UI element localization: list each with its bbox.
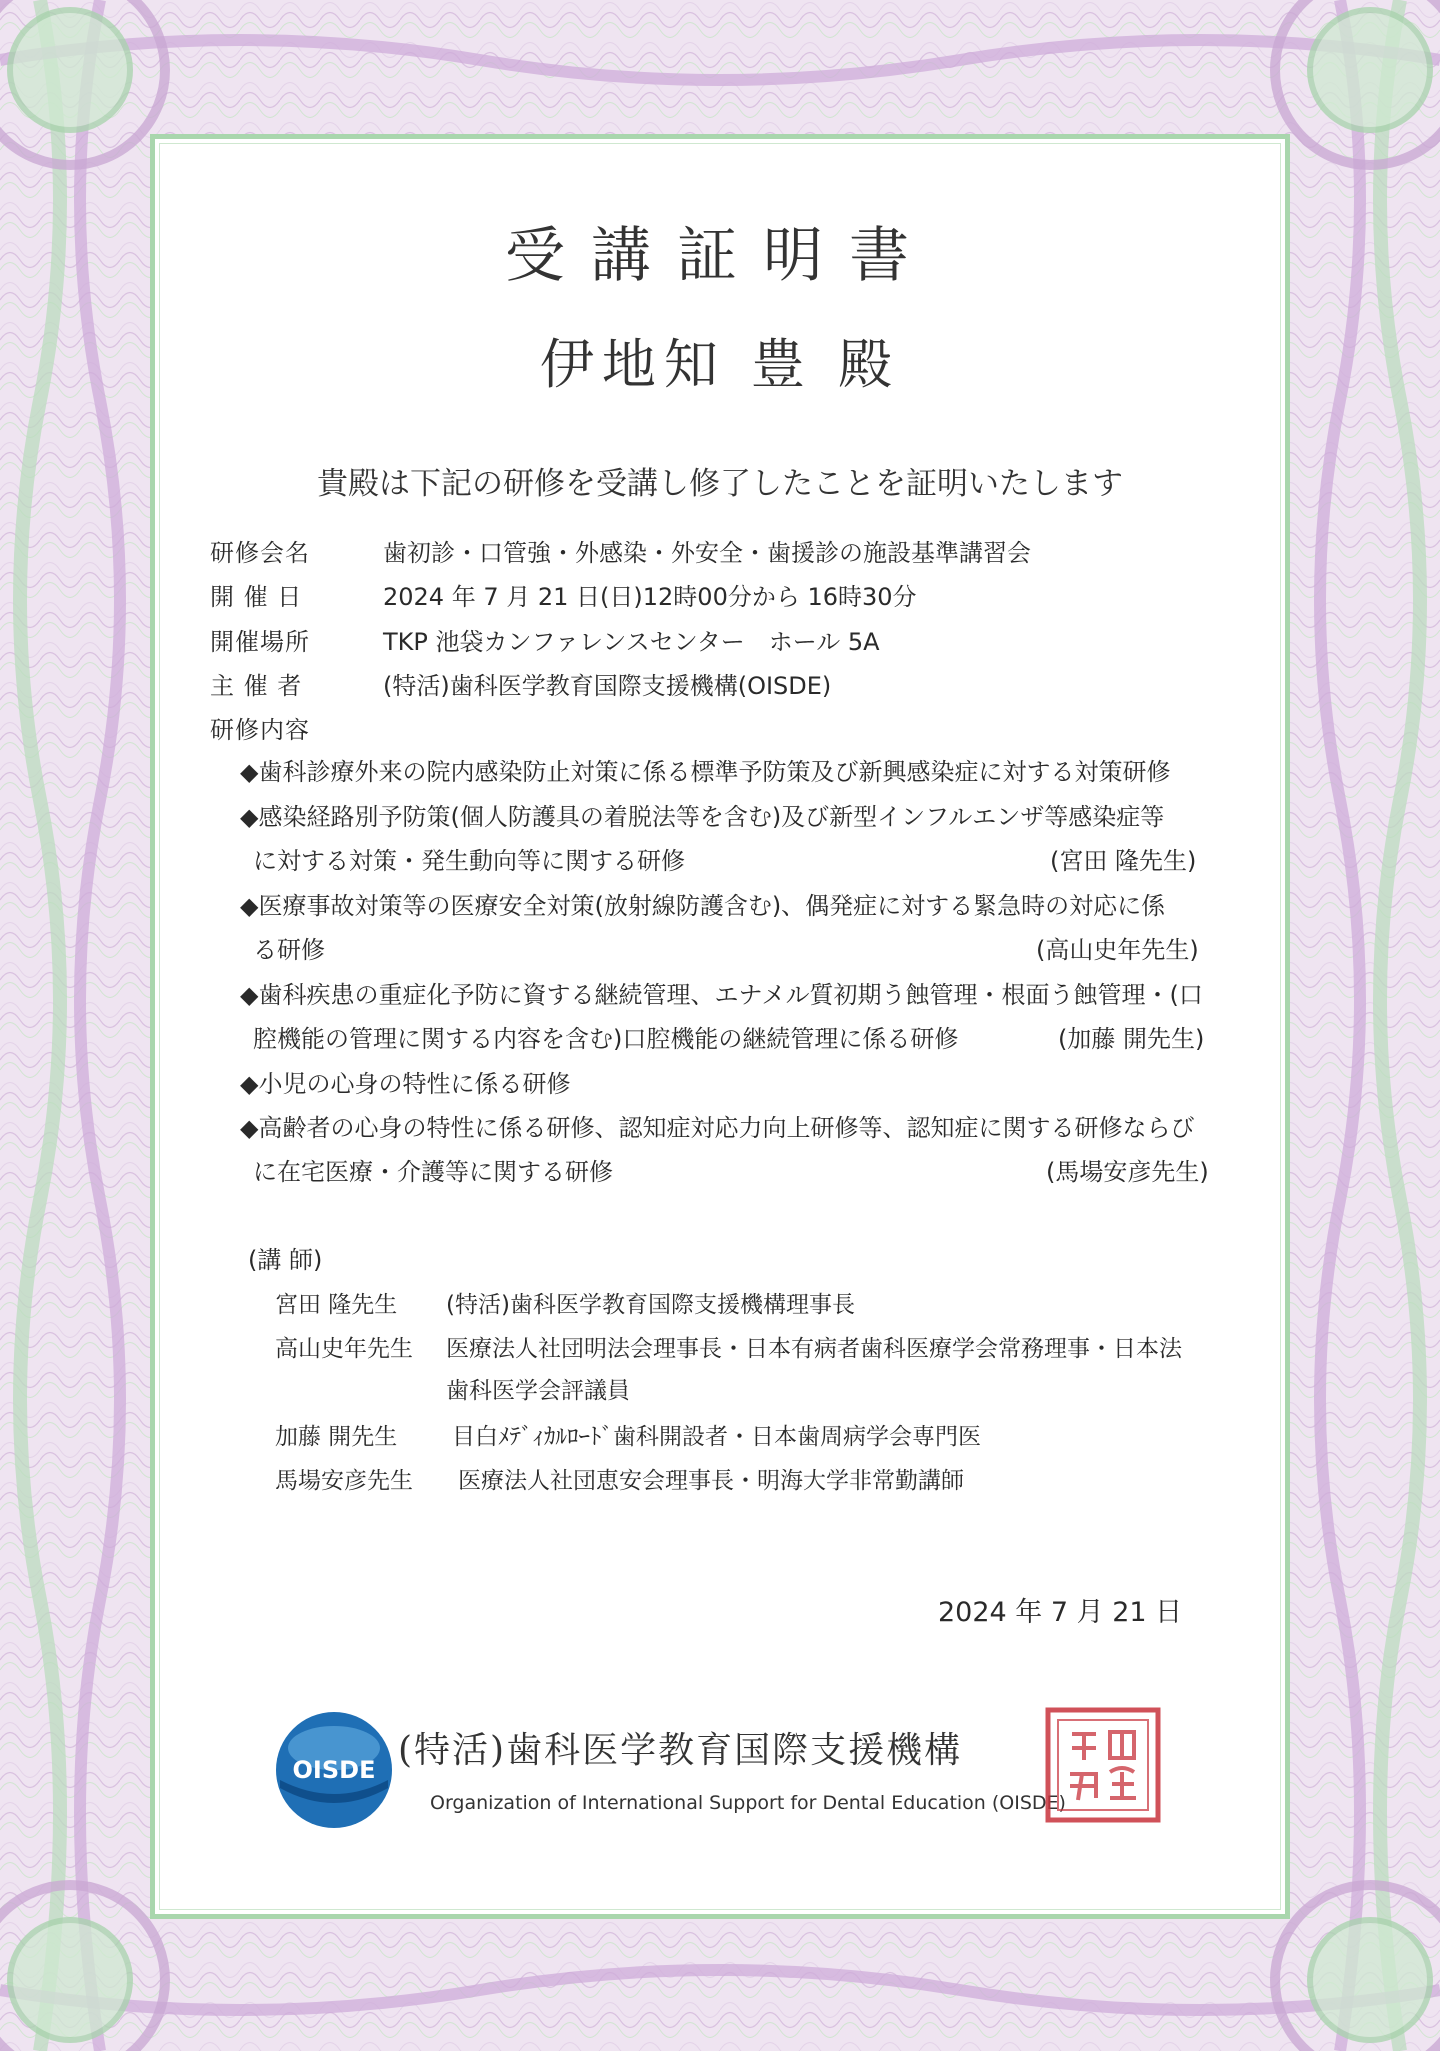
content-item-4-instructor: (加藤 開先生) <box>1058 1025 1205 1053</box>
content-item-6-cont: に在宅医療・介護等に関する研修 <box>253 1158 613 1186</box>
lecturers-heading: (講 師) <box>248 1246 323 1274</box>
content-item-6: ◆高齢者の心身の特性に係る研修、認知症対応力向上研修等、認知症に関する研修ならび <box>240 1114 1195 1142</box>
detail-label-contents: 研修内容 <box>210 716 310 744</box>
official-seal-stamp <box>1038 1700 1168 1830</box>
lecturer-title-2: 医療法人社団明法会理事長・日本有病者歯科医療学会常務理事・日本法 <box>446 1336 1182 1362</box>
content-item-2-instructor: (宮田 隆先生) <box>1050 847 1197 875</box>
oisde-logo <box>272 1708 396 1832</box>
content-item-3-cont: る研修 <box>253 936 325 964</box>
lecturer-name-2: 高山史年先生 <box>275 1336 413 1362</box>
detail-label-course: 研修会名 <box>210 539 310 567</box>
certificate-title: 受講証明書 <box>505 221 935 291</box>
lecturer-title-1: (特活)歯科医学教育国際支援機構理事長 <box>446 1292 855 1318</box>
detail-value-organizer: (特活)歯科医学教育国際支援機構(OISDE) <box>383 672 832 700</box>
lecturer-title-3: 目白ﾒﾃﾞｨｶﾙﾛｰﾄﾞ歯科開設者・日本歯周病学会専門医 <box>452 1424 981 1450</box>
issuer-name-jp: (特活)歯科医学教育国際支援機構 <box>398 1730 963 1771</box>
recipient-name: 伊地知 豊 殿 <box>539 333 901 396</box>
detail-value-date: 2024 年 7 月 21 日(日)12時00分から 16時30分 <box>383 583 917 611</box>
detail-value-venue: TKP 池袋カンファレンスセンター ホール 5A <box>383 628 880 656</box>
issue-date: 2024 年 7 月 21 日 <box>938 1597 1183 1628</box>
content-item-5: ◆小児の心身の特性に係る研修 <box>240 1070 571 1098</box>
detail-value-course: 歯初診・口管強・外感染・外安全・歯援診の施設基準講習会 <box>383 539 1031 567</box>
content-item-3: ◆医療事故対策等の医療安全対策(放射線防護含む)、偶発症に対する緊急時の対応に係 <box>240 892 1166 920</box>
certificate-statement: 貴殿は下記の研修を受講し修了したことを証明いたします <box>317 466 1123 502</box>
content-item-1: ◆歯科診療外来の院内感染防止対策に係る標準予防策及び新興感染症に対する対策研修 <box>240 758 1171 786</box>
lecturer-name-3: 加藤 開先生 <box>275 1424 398 1450</box>
lecturer-title-4: 医療法人社団恵安会理事長・明海大学非常勤講師 <box>458 1468 964 1494</box>
lecturer-name-4: 馬場安彦先生 <box>275 1468 413 1494</box>
issuer-name-en: Organization of International Support for Dental Education (OISDE) <box>430 1792 1066 1814</box>
content-item-4-cont: 腔機能の管理に関する内容を含む)口腔機能の継続管理に係る研修 <box>253 1025 959 1053</box>
content-item-4: ◆歯科疾患の重症化予防に資する継続管理、エナメル質初期う蝕管理・根面う蝕管理・(口 <box>240 981 1203 1009</box>
detail-label-venue: 開催場所 <box>210 628 310 656</box>
lecturer-title-2-cont: 歯科医学会評議員 <box>446 1378 630 1404</box>
content-item-6-instructor: (馬場安彦先生) <box>1046 1158 1209 1186</box>
detail-label-organizer: 主 催 者 <box>210 672 303 700</box>
logo-text: OISDE <box>292 1756 376 1784</box>
detail-label-date: 開 催 日 <box>210 583 303 611</box>
lecturer-name-1: 宮田 隆先生 <box>275 1292 398 1318</box>
content-item-3-instructor: (高山史年先生) <box>1036 936 1199 964</box>
content-item-2: ◆感染経路別予防策(個人防護具の着脱法等を含む)及び新型インフルエンザ等感染症等 <box>240 803 1165 831</box>
content-item-2-cont: に対する対策・発生動向等に関する研修 <box>253 847 685 875</box>
